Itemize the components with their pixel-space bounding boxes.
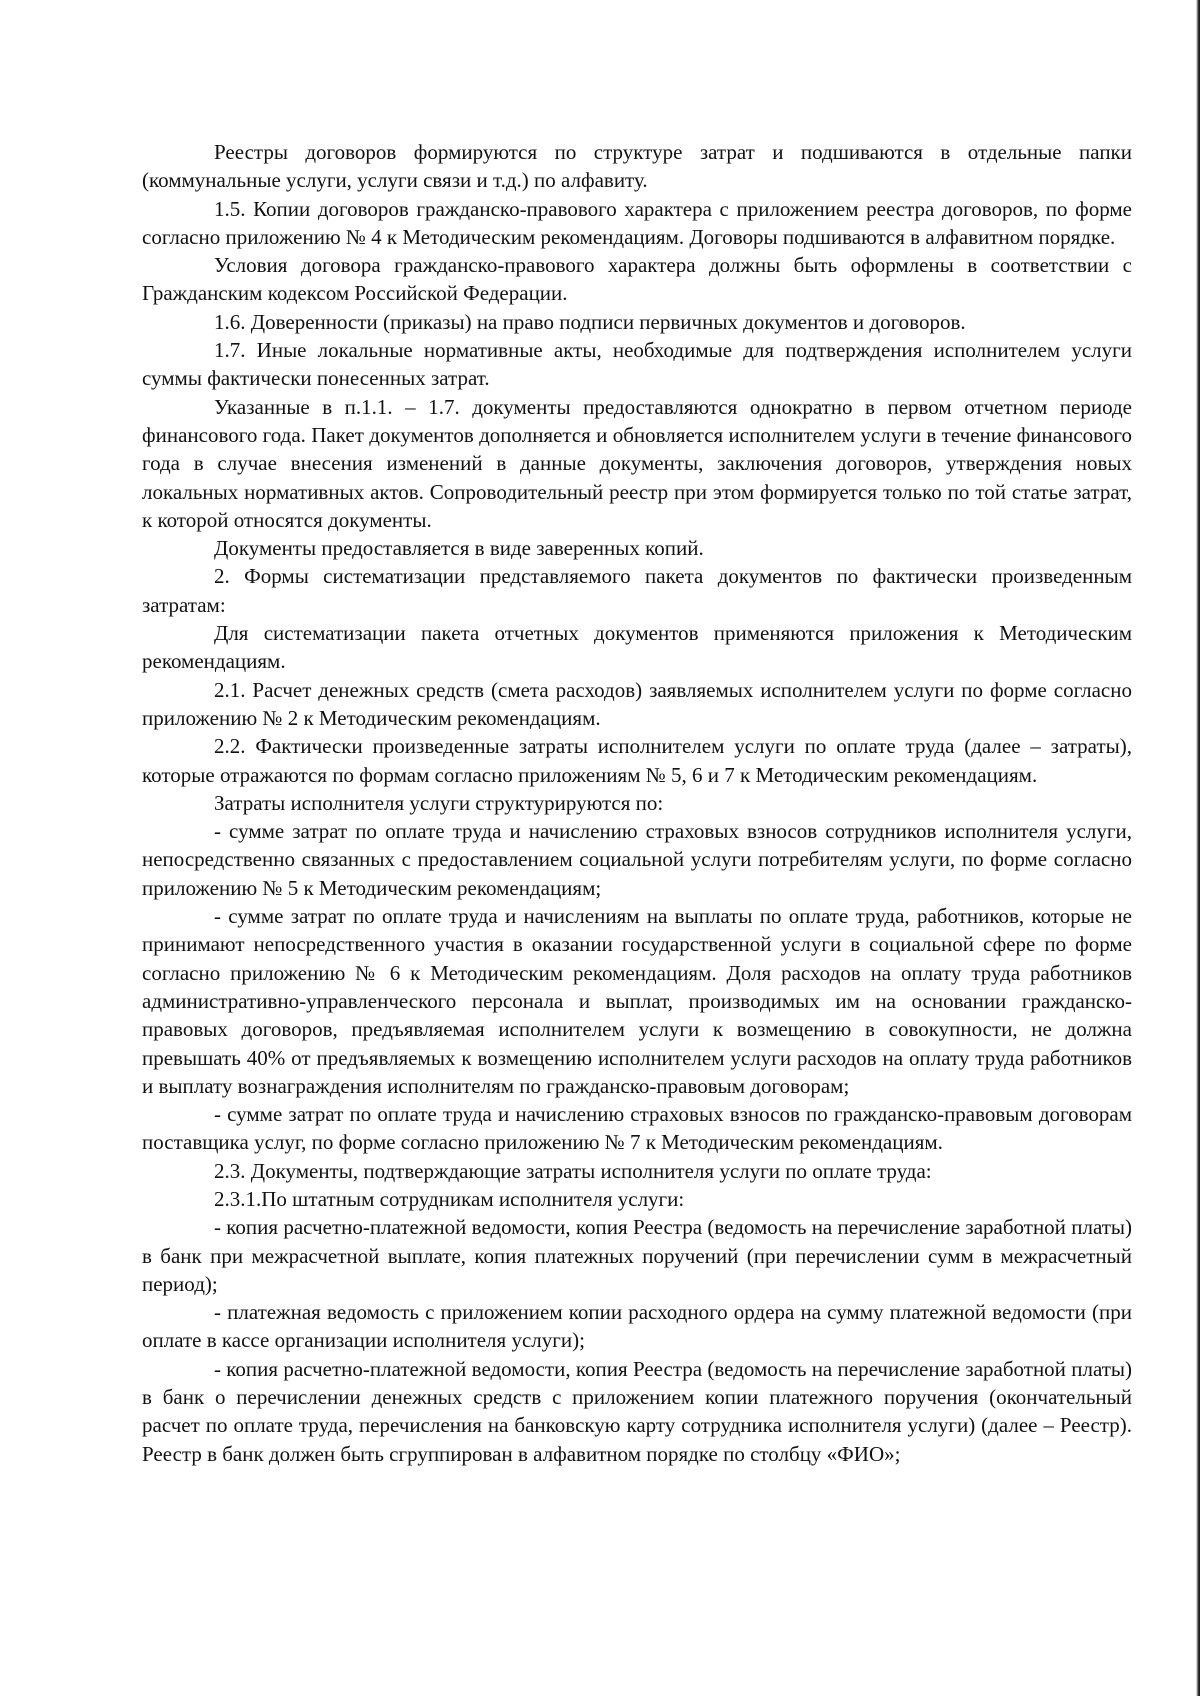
paragraph-costs-structure: Затраты исполнителя услуги структурируются по: [214, 790, 664, 815]
paragraph-registry-folders: Реестры договоров формируются по структуре затрат и подшиваются в отдельные папки (коммунальные услуги, услуги связи и т.д.) по алфавиту. [142, 140, 1132, 193]
paragraph-1-6: 1.6. Доверенности (приказы) на право подписи первичных документов и договоров. [214, 309, 966, 334]
paragraph-1-7: 1.7. Иные локальные нормативные акты, необходимые для подтверждения исполнителем услуги суммы фактически понесенных затрат. [142, 338, 1132, 391]
document-page [142, 138, 1132, 1468]
scan-edge-shadow [1196, 0, 1200, 1696]
paragraph-1-5: 1.5. Копии договоров гражданско-правового характера с приложением реестра договоров, по форме согласно приложению № 4 к Методическим рекомендациям. Договоры подшиваются в алфавитном порядке. [142, 196, 1132, 249]
paragraph-bullet-admin-costs: - сумме затрат по оплате труда и начислениям на выплаты по оплате труда, работников, которые не принимают непосредственного участия в оказании государственной услуги в социальной сфере по форме согласно приложению № 6 к Методическим рекомендациям. Доля расходов на оплату труда работников административно-управленческого персонала и выплат, производимых им на основании гражданско-правовых договоров, предъявляемая исполнителем услуги к возмещению в совокупности, не должна превышать 40% от предъявляемых к возмещению исполнителем услуги расходов на оплату труда работников и выплату вознаграждения исполнителям по гражданско-правовым договорам; [142, 904, 1132, 1098]
paragraph-contract-conditions: Условия договора гражданско-правового характера должны быть оформлены в соответствии с Гражданским кодексом Российской Федерации. [142, 253, 1132, 306]
paragraph-bullet-payroll-copy: - копия расчетно-платежной ведомости, копия Реестра (ведомость на перечисление заработной платы) в банк при межрасчетной выплате, копия платежных поручений (при перечислении сумм в межрасчетный период); [142, 1215, 1132, 1296]
paragraph-2-1: 2.1. Расчет денежных средств (смета расходов) заявляемых исполнителем услуги по форме согласно приложению № 2 к Методическим рекомендациям. [142, 677, 1132, 730]
paragraph-bullet-cash-statement: - платежная ведомость с приложением копии расходного ордера на сумму платежной ведомости (при оплате в кассе организации исполнителя услуги); [142, 1300, 1132, 1353]
paragraph-2-2: 2.2. Фактически произведенные затраты исполнителем услуги по оплате труда (далее – затраты), которые отражаются по формам согласно приложениям № 5, 6 и 7 к Методическим рекомендациям. [142, 734, 1132, 787]
paragraph-systematization: Для систематизации пакета отчетных документов применяются приложения к Методическим рекомендациям. [142, 621, 1132, 674]
paragraph-bullet-staff-costs: - сумме затрат по оплате труда и начислению страховых взносов сотрудников исполнителя услуги, непосредственно связанных с предоставлением социальной услуги потребителям услуги, по форме согласно приложению № 5 к Методическим рекомендациям; [142, 819, 1132, 900]
paragraph-2-3: 2.3. Документы, подтверждающие затраты исполнителя услуги по оплате труда: [214, 1158, 932, 1183]
paragraph-2: 2. Формы систематизации представляемого пакета документов по фактически произведенным затратам: [142, 564, 1132, 617]
paragraph-bullet-bank-registry: - копия расчетно-платежной ведомости, копия Реестра (ведомость на перечисление заработной платы) в банк о перечислении денежных средств с приложением копии платежного поручения (окончательный расчет по оплате труда, перечисления на банковскую карту сотрудника исполнителя услуги) (далее – Реестр). Реестр в банк должен быть сгруппирован в алфавитном порядке по столбцу «ФИО»; [142, 1356, 1132, 1466]
paragraph-bullet-civil-contracts: - сумме затрат по оплате труда и начислению страховых взносов по гражданско-правовым договорам поставщика услуг, по форме согласно приложению № 7 к Методическим рекомендациям. [142, 1102, 1132, 1155]
paragraph-certified-copies: Документы предоставляется в виде заверенных копий. [214, 536, 704, 561]
paragraph-documents-provided: Указанные в п.1.1. – 1.7. документы предоставляются однократно в первом отчетном периоде финансового года. Пакет документов дополняется и обновляется исполнителем услуги в течение финансового года в случае внесения изменений в данные документы, заключения договоров, утверждения новых локальных нормативных актов. Сопроводительный реестр при этом формируется только по той статье затрат, к которой относятся документы. [142, 394, 1132, 532]
paragraph-2-3-1: 2.3.1.По штатным сотрудникам исполнителя услуги: [214, 1186, 685, 1211]
